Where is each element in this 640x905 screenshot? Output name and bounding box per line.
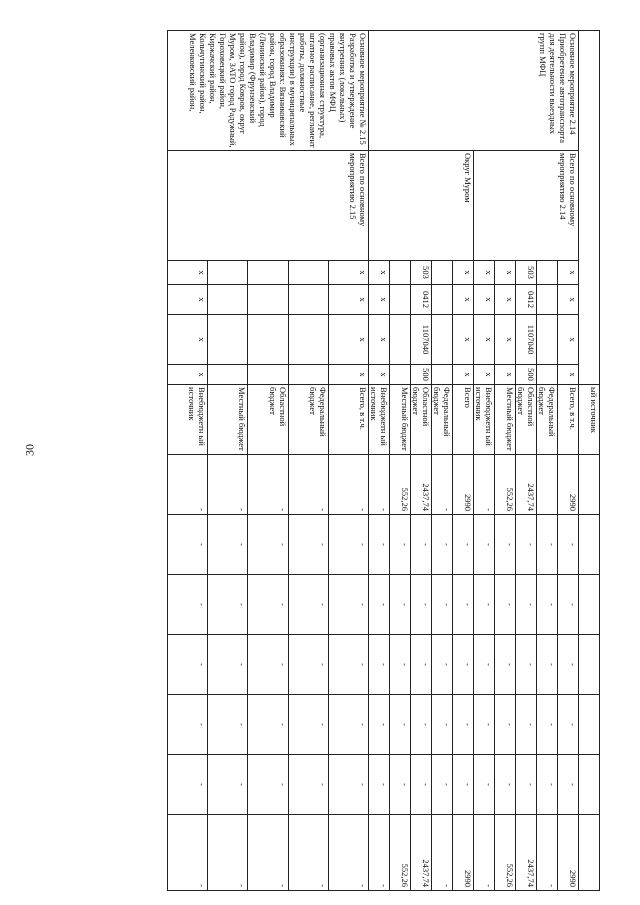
table-cell: - bbox=[432, 815, 453, 891]
table-cell: х bbox=[558, 261, 579, 285]
table-cell: 552,26 bbox=[495, 455, 516, 515]
table-body bbox=[168, 31, 600, 891]
table-cell bbox=[248, 365, 288, 385]
table-cell: х bbox=[369, 365, 390, 385]
table-cell: х bbox=[453, 285, 474, 315]
table-cell: - bbox=[369, 635, 390, 695]
table-cell: - bbox=[288, 815, 328, 891]
table-cell: х bbox=[474, 315, 495, 365]
table-cell: Местный бюджет bbox=[208, 385, 248, 455]
table-cell: х bbox=[328, 261, 368, 285]
table-cell: 2990 bbox=[558, 455, 579, 515]
table-cell: Основное мероприятие № 2.15 Разработка и утверждение внутренних (локальных) правовых актов МФЦ (организационная структура, штатное расписание, регламент работы, должностные инструкции) в муниципальных образованиях: Вязниковский район, город Владимир (Ленинский район), город Владимир (Фрунзенский район), город Ковров, округ Муром, ЗАТО город Радужный, Гороховецкий район, Киржачский район, Кольчугинский район, Меленковский район, bbox=[168, 31, 369, 151]
table-cell: - bbox=[390, 515, 411, 575]
table-cell bbox=[432, 315, 453, 365]
table-cell bbox=[537, 365, 558, 385]
table-cell: - bbox=[558, 695, 579, 755]
table-cell: - bbox=[328, 815, 368, 891]
table-cell: - bbox=[248, 455, 288, 515]
table-cell: Областной бюджет bbox=[248, 385, 288, 455]
table-cell: - bbox=[208, 755, 248, 815]
table-cell: х bbox=[328, 285, 368, 315]
table-cell: х bbox=[453, 261, 474, 285]
table-cell: - bbox=[208, 695, 248, 755]
table-cell: 500 bbox=[516, 365, 537, 385]
table-cell: - bbox=[432, 755, 453, 815]
table-cell: - bbox=[390, 755, 411, 815]
table-cell: 500 bbox=[411, 365, 432, 385]
table-cell: х bbox=[495, 315, 516, 365]
table-cell bbox=[579, 455, 600, 515]
table-cell: - bbox=[411, 635, 432, 695]
table-cell: - bbox=[432, 515, 453, 575]
table-cell: ый источник bbox=[579, 385, 600, 455]
table-cell: - bbox=[474, 815, 495, 891]
table-cell: х bbox=[453, 365, 474, 385]
table-cell: 552,26 bbox=[495, 815, 516, 891]
table-cell bbox=[579, 515, 600, 575]
table-cell: 2437,74 bbox=[411, 455, 432, 515]
table-cell: 552,26 bbox=[390, 455, 411, 515]
table-cell: Всего по основному мероприятию 2.14 bbox=[474, 151, 579, 261]
table-cell: 1107040 bbox=[516, 315, 537, 365]
table-cell: - bbox=[558, 755, 579, 815]
table-cell: - bbox=[537, 815, 558, 891]
table-cell: - bbox=[453, 755, 474, 815]
table-cell: - bbox=[495, 575, 516, 635]
table-cell: Всего, в т.ч. bbox=[328, 385, 368, 455]
table-cell bbox=[390, 315, 411, 365]
table-cell: - bbox=[288, 515, 328, 575]
table-row bbox=[558, 31, 579, 891]
table-cell: - bbox=[558, 575, 579, 635]
table-cell: - bbox=[390, 695, 411, 755]
table-cell: 2437,74 bbox=[516, 455, 537, 515]
table-cell: - bbox=[516, 515, 537, 575]
table-cell bbox=[537, 455, 558, 515]
table-cell: - bbox=[495, 695, 516, 755]
table-cell: - bbox=[248, 695, 288, 755]
table-cell: Местный бюджет bbox=[390, 385, 411, 455]
table-cell: - bbox=[168, 695, 208, 755]
table-cell: - bbox=[411, 755, 432, 815]
table-cell: - bbox=[474, 635, 495, 695]
table-cell bbox=[208, 261, 248, 285]
table-cell: - bbox=[411, 515, 432, 575]
table-cell: 0412 bbox=[516, 285, 537, 315]
table-cell: - bbox=[328, 635, 368, 695]
table-cell bbox=[248, 315, 288, 365]
budget-table bbox=[167, 30, 600, 891]
table-cell: - bbox=[288, 575, 328, 635]
table-cell: х bbox=[168, 285, 208, 315]
table-cell: - bbox=[390, 635, 411, 695]
table-cell: - bbox=[537, 515, 558, 575]
table-cell: - bbox=[208, 515, 248, 575]
table-cell: - bbox=[537, 755, 558, 815]
table-cell: - bbox=[328, 515, 368, 575]
table-cell: - bbox=[288, 695, 328, 755]
table-cell bbox=[432, 261, 453, 285]
table-cell: - bbox=[248, 575, 288, 635]
table-cell: Областной бюджет bbox=[411, 385, 432, 455]
table-cell: х bbox=[495, 261, 516, 285]
table-cell: - bbox=[208, 635, 248, 695]
table-cell: - bbox=[474, 575, 495, 635]
table-cell: х bbox=[369, 285, 390, 315]
table-cell bbox=[579, 695, 600, 755]
table-cell: - bbox=[369, 455, 390, 515]
table-cell bbox=[579, 815, 600, 891]
table-cell: - bbox=[168, 815, 208, 891]
table-cell: - bbox=[558, 635, 579, 695]
table-cell: - bbox=[453, 695, 474, 755]
table-cell bbox=[432, 285, 453, 315]
table-cell: - bbox=[390, 575, 411, 635]
table-cell bbox=[288, 315, 328, 365]
table-cell: - bbox=[369, 575, 390, 635]
table-cell: Всего по основному мероприятию 2.15 bbox=[168, 151, 369, 261]
table-cell: х bbox=[495, 365, 516, 385]
table-cell: - bbox=[474, 755, 495, 815]
table-cell: - bbox=[516, 575, 537, 635]
table-cell: - bbox=[248, 515, 288, 575]
table-cell: Внебюджетн ый источник bbox=[369, 385, 390, 455]
table-cell: - bbox=[168, 455, 208, 515]
table-cell: - bbox=[495, 515, 516, 575]
table-cell: - bbox=[248, 815, 288, 891]
table-cell: х bbox=[328, 365, 368, 385]
table-cell: Всего bbox=[453, 385, 474, 455]
table-cell bbox=[579, 575, 600, 635]
table-cell: х bbox=[168, 261, 208, 285]
table-cell: - bbox=[495, 635, 516, 695]
table-cell bbox=[579, 635, 600, 695]
table-cell: Областной бюджет bbox=[516, 385, 537, 455]
table-cell: - bbox=[168, 515, 208, 575]
table-cell: 552,26 bbox=[390, 815, 411, 891]
table-cell: 0412 bbox=[411, 285, 432, 315]
table-cell: х bbox=[558, 285, 579, 315]
table-cell bbox=[248, 285, 288, 315]
table-cell: Основное мероприятие 2.14 Приобретение автотранспорта для деятельности выездных групп МФЦ bbox=[369, 31, 579, 151]
table-cell: 503 bbox=[516, 261, 537, 285]
table-cell: - bbox=[411, 695, 432, 755]
table-cell: х bbox=[168, 365, 208, 385]
table-cell: - bbox=[168, 755, 208, 815]
table-cell: х bbox=[558, 315, 579, 365]
table-row bbox=[453, 31, 474, 891]
table-cell: - bbox=[537, 635, 558, 695]
table-cell: - bbox=[495, 755, 516, 815]
table-cell: - bbox=[369, 515, 390, 575]
table-cell bbox=[537, 315, 558, 365]
table-cell: 2437,74 bbox=[411, 815, 432, 891]
table-cell bbox=[288, 261, 328, 285]
table-cell bbox=[390, 261, 411, 285]
table-cell: - bbox=[208, 455, 248, 515]
table-cell: х bbox=[369, 261, 390, 285]
table-cell: - bbox=[328, 695, 368, 755]
table-cell: - bbox=[168, 575, 208, 635]
table-cell: х bbox=[474, 285, 495, 315]
table-cell: - bbox=[168, 635, 208, 695]
table-cell: - bbox=[516, 755, 537, 815]
table-cell: х bbox=[453, 315, 474, 365]
table-cell: - bbox=[328, 455, 368, 515]
table-cell: - bbox=[432, 635, 453, 695]
table-cell: Федеральный бюджет bbox=[432, 385, 453, 455]
table-cell: - bbox=[288, 455, 328, 515]
table-cell: - bbox=[248, 635, 288, 695]
table-cell: - bbox=[432, 695, 453, 755]
table-cell: - bbox=[288, 635, 328, 695]
table-cell: 2437,74 bbox=[516, 815, 537, 891]
table-cell: - bbox=[474, 695, 495, 755]
table-cell bbox=[537, 285, 558, 315]
table-cell: - bbox=[432, 455, 453, 515]
table-cell: - bbox=[248, 755, 288, 815]
table-cell: х bbox=[474, 261, 495, 285]
table-cell bbox=[537, 261, 558, 285]
table-cell: х bbox=[558, 365, 579, 385]
table-cell bbox=[208, 365, 248, 385]
table-cell: - bbox=[537, 575, 558, 635]
table-cell: - bbox=[432, 575, 453, 635]
table-cell bbox=[390, 365, 411, 385]
table-cell: 2990 bbox=[558, 815, 579, 891]
table-cell: Всего, в т.ч. bbox=[558, 385, 579, 455]
table-cell bbox=[288, 285, 328, 315]
table-cell: - bbox=[453, 635, 474, 695]
table-cell: - bbox=[453, 515, 474, 575]
table-cell: Федеральный бюджет bbox=[288, 385, 328, 455]
table-cell: - bbox=[558, 515, 579, 575]
table-cell: - bbox=[474, 515, 495, 575]
table-cell: - bbox=[369, 815, 390, 891]
table-cell: 2990 bbox=[453, 815, 474, 891]
budget-table-rotated bbox=[167, 30, 600, 891]
table-cell: - bbox=[453, 575, 474, 635]
page-number: 30 bbox=[22, 444, 37, 456]
table-cell bbox=[248, 261, 288, 285]
table-cell bbox=[208, 315, 248, 365]
table-cell: - bbox=[516, 695, 537, 755]
table-cell: 1107040 bbox=[411, 315, 432, 365]
table-cell: - bbox=[208, 815, 248, 891]
table-cell bbox=[432, 365, 453, 385]
table-cell bbox=[288, 365, 328, 385]
table-cell: х bbox=[328, 315, 368, 365]
table-cell: - bbox=[288, 755, 328, 815]
table-cell: Внебюджетн ый источник bbox=[168, 385, 208, 455]
table-row bbox=[328, 31, 368, 891]
table-cell: - bbox=[328, 575, 368, 635]
table-cell: - bbox=[328, 755, 368, 815]
table-cell: х bbox=[495, 285, 516, 315]
table-cell bbox=[579, 755, 600, 815]
table-cell: - bbox=[516, 635, 537, 695]
table-cell bbox=[390, 285, 411, 315]
table-cell: х bbox=[474, 365, 495, 385]
table-row bbox=[579, 31, 600, 891]
table-cell: Внебюджетн ый источник bbox=[474, 385, 495, 455]
table-cell: - bbox=[208, 575, 248, 635]
table-cell: Местный бюджет bbox=[495, 385, 516, 455]
table-cell bbox=[208, 285, 248, 315]
table-cell: х bbox=[168, 315, 208, 365]
table-cell: - bbox=[369, 695, 390, 755]
table-cell: - bbox=[537, 695, 558, 755]
table-cell: х bbox=[369, 315, 390, 365]
table-cell bbox=[579, 31, 600, 385]
table-cell: 2990 bbox=[453, 455, 474, 515]
table-cell: Округ Муром bbox=[369, 151, 474, 261]
table-cell: - bbox=[369, 755, 390, 815]
table-cell: - bbox=[474, 455, 495, 515]
table-cell: 503 bbox=[411, 261, 432, 285]
table-cell: - bbox=[411, 575, 432, 635]
table-cell: Федеральный бюджет bbox=[537, 385, 558, 455]
